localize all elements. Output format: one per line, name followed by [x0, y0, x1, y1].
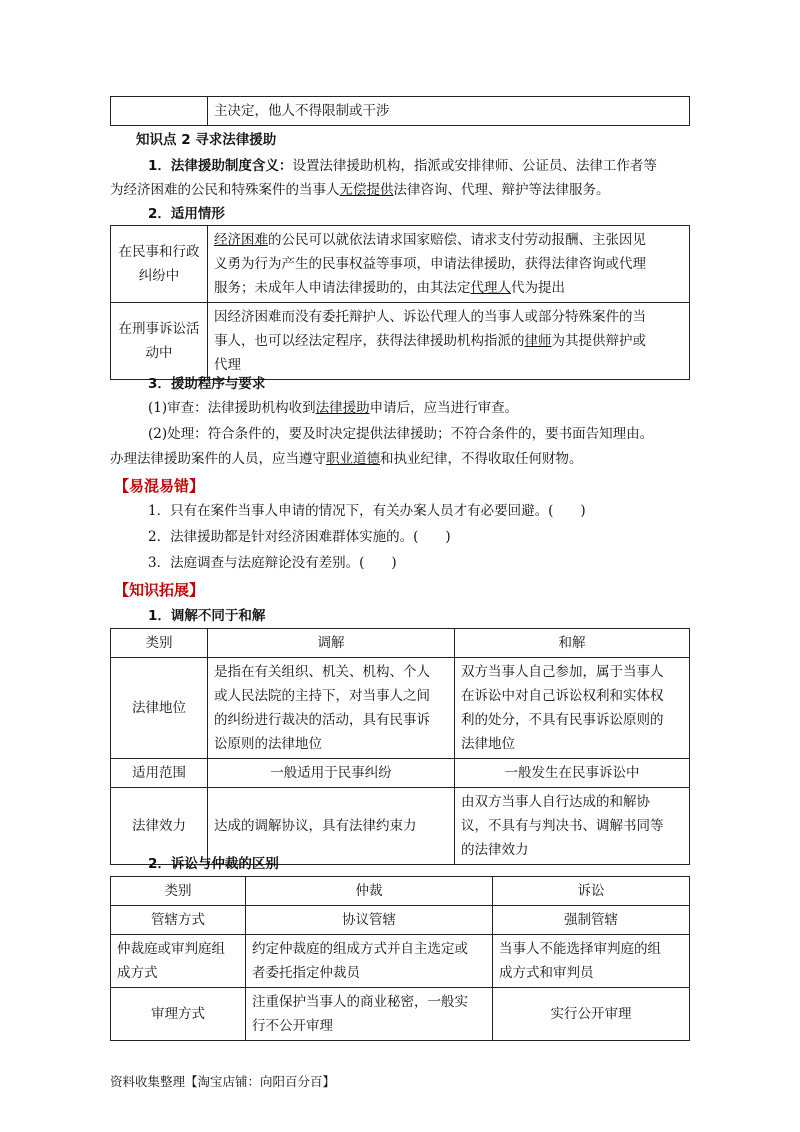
t2-row3-arbitration	[246, 988, 493, 1041]
criminal-underline: 律师	[524, 333, 552, 349]
t1-row1-a-line3: 的纠纷进行裁决的活动，具有民事诉	[214, 712, 430, 728]
t2-row2-litigation	[493, 935, 690, 988]
t1-row1-label: 法律地位	[111, 658, 208, 759]
top-table-empty-cell	[111, 97, 208, 126]
t2-row1-arbitration: 协议管辖	[246, 906, 493, 935]
sec2-title: 2．诉讼与仲裁的区别	[148, 856, 279, 872]
t2-row3-litigation: 实行公开审理	[493, 988, 690, 1041]
sec1-title: 1．调解不同于和解	[148, 608, 266, 624]
t2-row2-label	[111, 935, 246, 988]
criminal-label	[111, 303, 208, 380]
t2-row3-a-line1: 注重保护当事人的商业秘密，一般实	[252, 994, 468, 1010]
t2-header-arbitration: 仲裁	[246, 877, 493, 906]
t2-row2-label-line1: 仲裁庭或审判庭组	[117, 941, 225, 957]
t1-header-category: 类别	[111, 629, 208, 658]
t1-row1-reconciliation	[455, 658, 690, 759]
civil-text-3a: 服务；未成年人申请法律援助的，由其法定	[214, 280, 471, 296]
criminal-text-1: 因经济困难而没有委托辩护人、诉讼代理人的当事人或部分特殊案件的当	[214, 309, 646, 325]
mediation-table	[110, 628, 690, 865]
criminal-text-2a: 事人，也可以经法定程序，获得法律援助机构指派的	[214, 333, 525, 349]
kp2-p1-underline: 无偿提供	[339, 182, 394, 198]
t1-row1-a-line1: 是指在有关组织、机关、机构、个人	[214, 664, 430, 680]
t2-row2-a-line2: 者委托指定仲裁员	[252, 965, 360, 981]
t2-header-category: 类别	[111, 877, 246, 906]
confuse-item-3: 3．法庭调查与法庭辩论没有差别。( )	[148, 555, 397, 571]
t2-row2-label-line2: 成方式	[117, 965, 158, 981]
t1-row3-mediation: 达成的调解协议，具有法律约束力	[208, 788, 455, 865]
t1-row1-a-line4: 讼原则的法律地位	[214, 736, 322, 752]
expand-title: 【知识拓展】	[114, 581, 205, 599]
kp2-p1-line1	[148, 156, 657, 176]
t1-header-reconciliation: 和解	[455, 629, 690, 658]
t1-row3-b-line3: 的法律效力	[461, 842, 529, 858]
civil-underline-2: 代理人	[470, 280, 511, 296]
kp2-p3-line3	[110, 449, 583, 469]
criminal-text-2c: 为其提供辩护或	[551, 333, 646, 349]
t1-row1-b-line1: 双方当事人自己参加，属于当事人	[461, 664, 664, 680]
civil-text-1b: 的公民可以就依法请求国家赔偿、请求支付劳动报酬、主张因见	[268, 232, 646, 248]
litigation-table	[110, 876, 690, 1041]
t2-row2-arbitration	[246, 935, 493, 988]
t2-row1-label: 管辖方式	[111, 906, 246, 935]
kp2-p3-line1	[148, 398, 518, 418]
t2-row2-a-line1: 约定仲裁庭的组成方式并自主选定或	[252, 941, 468, 957]
civil-text-3c: 代为提出	[511, 280, 565, 296]
t2-row3-label: 审理方式	[111, 988, 246, 1041]
kp2-p3-line2: (2)处理：符合条件的，要及时决定提供法律援助；不符合条件的，要书面告知理由。	[148, 426, 654, 442]
civil-label-1: 在民事和行政	[118, 244, 200, 260]
criminal-content	[208, 303, 690, 380]
footer-text: 资料收集整理【淘宝店铺：向阳百分百】	[110, 1074, 336, 1089]
kp2-p3-text-1a: (1)审查：法律援助机构收到	[148, 400, 316, 416]
kp2-p1-label: 1．法律援助制度含义：	[148, 158, 293, 174]
kp2-p3-text-3c: 和执业纪律，不得收取任何财物。	[380, 451, 583, 467]
kp2-p3-text-1c: 申请后，应当进行审查。	[369, 400, 519, 416]
kp2-p3-underline-1: 法律援助	[315, 400, 370, 416]
t2-header-litigation: 诉讼	[493, 877, 690, 906]
t1-row3-b-line2: 议，不具有与判决书、调解书同等	[461, 818, 664, 834]
t1-row3-b-line1: 由双方当事人自行达成的和解协	[461, 794, 650, 810]
civil-label	[111, 226, 208, 303]
t2-row3-a-line2: 行不公开审理	[252, 1018, 333, 1034]
t2-row2-b-line1: 当事人不能选择审判庭的组	[499, 941, 661, 957]
kp2-p3-text-3a: 办理法律援助案件的人员，应当遵守	[110, 451, 326, 467]
kp2-p1-text-b1: 为经济困难的公民和特殊案件的当事人	[110, 182, 340, 198]
civil-underline-1: 经济困难	[214, 232, 268, 248]
t1-header-mediation: 调解	[208, 629, 455, 658]
t1-row2-mediation: 一般适用于民事纠纷	[208, 759, 455, 788]
top-table	[110, 96, 690, 126]
kp2-p1-line2	[110, 180, 610, 200]
confuse-title: 【易混易错】	[114, 477, 205, 495]
t2-row1-litigation: 强制管辖	[493, 906, 690, 935]
kp2-p3-title: 3．援助程序与要求	[148, 376, 266, 392]
kp2-title: 知识点 2 寻求法律援助	[136, 132, 277, 148]
criminal-label-1: 在刑事诉讼活	[118, 321, 200, 337]
t1-row1-b-line3: 利的处分，不具有民事诉讼原则的	[461, 712, 664, 728]
kp2-p1-text-a: 设置法律援助机构，指派或安排律师、公证员、法律工作者等	[292, 158, 657, 174]
t1-row1-mediation	[208, 658, 455, 759]
t1-row3-label: 法律效力	[111, 788, 208, 865]
civil-content	[208, 226, 690, 303]
criminal-text-3: 代理	[214, 357, 241, 373]
civil-text-2: 义勇为行为产生的民事权益等事项，申请法律援助，获得法律咨询或代理	[214, 256, 646, 272]
kp2-p3-underline-2: 职业道德	[326, 451, 380, 467]
t1-row1-b-line2: 在诉讼中对自己诉讼权利和实体权	[461, 688, 664, 704]
criminal-label-2: 动中	[145, 345, 173, 361]
confuse-item-1: 1．只有在案件当事人申请的情况下，有关办案人员才有必要回避。( )	[148, 503, 586, 519]
top-table-cell: 主决定，他人不得限制或干涉	[208, 97, 690, 126]
kp2-p1-text-b3: 法律咨询、代理、辩护等法律服务。	[393, 182, 610, 198]
kp2-p2-title: 2．适用情形	[148, 206, 225, 222]
confuse-item-2: 2．法律援助都是针对经济困难群体实施的。( )	[148, 529, 451, 545]
situation-table	[110, 225, 690, 380]
t1-row1-a-line2: 或人民法院的主持下，对当事人之间	[214, 688, 430, 704]
t1-row3-reconciliation	[455, 788, 690, 865]
t1-row2-label: 适用范围	[111, 759, 208, 788]
t1-row2-reconciliation: 一般发生在民事诉讼中	[455, 759, 690, 788]
t1-row1-b-line4: 法律地位	[461, 736, 515, 752]
t2-row2-b-line2: 成方式和审判员	[499, 965, 594, 981]
civil-label-2: 纠纷中	[138, 268, 180, 284]
